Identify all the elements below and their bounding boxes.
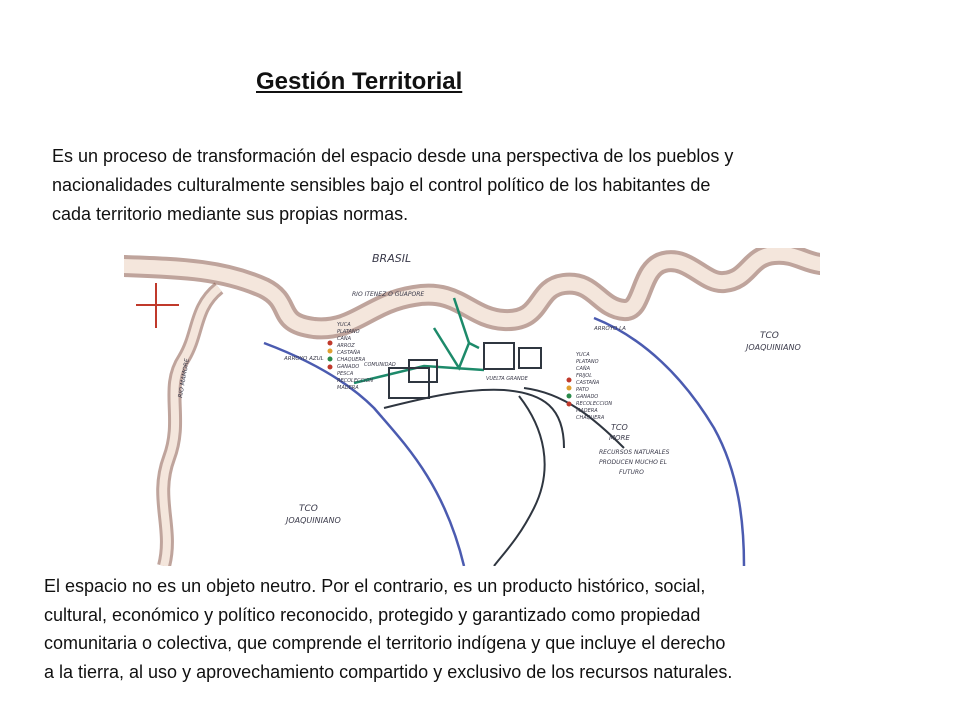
community-right-building [484, 343, 514, 369]
legend-left-item: PESCA [337, 371, 354, 377]
intro-line: cada territorio mediante sus propias normas. [52, 204, 409, 224]
label-brasil: BRASIL [372, 252, 412, 265]
legend-left-dots [328, 341, 333, 370]
intro-line: Es un proceso de transformación del espacio desde una perspectiva de los pueblos y [52, 146, 734, 166]
page-title: Gestión Territorial [256, 68, 463, 95]
legend-right-item: CAÑA [576, 366, 591, 372]
legend-right-list [576, 352, 612, 421]
legend-left-item: GANADO [337, 364, 360, 370]
label-tco-bottom-name: JOAQUINIANO [286, 516, 341, 525]
label-rio-top: RIO ITENEZ O GUAPORE [352, 291, 425, 298]
label-tco-right-name: JOAQUINIANO [746, 343, 801, 352]
label-recursos-2: PRODUCEN MUCHO EL [599, 459, 667, 466]
label-comunidad-right: VUELTA GRANDE [486, 376, 528, 382]
legend-left-item: ARROZ [337, 343, 355, 349]
legend-left-item: RECOLECCION [337, 378, 374, 384]
closing-line: cultural, económico y político reconocido, protegido y garantizado como propiedad [44, 604, 701, 625]
legend-right-item: PATO [576, 387, 589, 393]
territory-map-drawing [124, 248, 820, 566]
legend-right-item: GANADO [576, 394, 599, 400]
legend-right-item: RECOLECCION [576, 401, 613, 407]
legend-right-item: CASTAÑA [576, 380, 600, 386]
legend-right-item: MADERA [576, 408, 598, 414]
label-tco-bottom: TCO [299, 504, 318, 514]
legend-left-item: PLATANO [337, 329, 360, 335]
legend-right-item: FRIJOL [576, 373, 593, 379]
label-recursos-1: RECURSOS NATURALES [599, 449, 670, 456]
community-right-building-2 [519, 348, 541, 368]
legend-left-list [336, 322, 373, 391]
label-tco-right: TCO [760, 331, 779, 341]
label-arroyo-azul: ARROYO AZUL [284, 356, 324, 362]
legend-right-item: CHAQUERA [576, 415, 605, 421]
community-left-building-2 [409, 360, 437, 382]
intro-paragraph [52, 142, 892, 229]
label-recursos-3: FUTURO [619, 469, 644, 476]
legend-right-item: PLATANO [576, 359, 599, 365]
legend-left-item: MADERA [337, 385, 359, 391]
closing-line: comunitaria o colectiva, que comprende el territorio indígena y que incluye el derecho [44, 633, 726, 653]
compass-icon [136, 283, 179, 328]
label-arroyo-la: ARROYO LA [594, 326, 626, 332]
closing-line: El espacio no es un objeto neutro. Por el contrario, es un producto histórico, social, [44, 576, 706, 596]
territory-map [124, 248, 820, 566]
legend-left-item: CHAQUERA [337, 357, 366, 363]
closing-line: a la tierra, al uso y aprovechamiento compartido y exclusivo de los recursos naturales. [44, 661, 733, 682]
legend-left-item: YUCA [337, 322, 351, 328]
road-south [494, 396, 545, 566]
stream-arroyo-azul [264, 343, 464, 566]
label-comunidad-left: COMUNIDAD [364, 362, 396, 368]
intro-line: nacionalidades culturalmente sensibles bajo el control político de los habitantes de [52, 175, 711, 195]
label-rio-left: RIO MAMORE [177, 358, 191, 399]
label-tco-more: TCO [611, 423, 628, 432]
legend-left-item: CASTAÑA [337, 350, 361, 356]
closing-paragraph [44, 572, 914, 686]
label-tco-more-name: MORE [609, 434, 630, 442]
legend-left-item: CAÑA [337, 336, 352, 342]
legend-right-item: YUCA [576, 352, 590, 358]
